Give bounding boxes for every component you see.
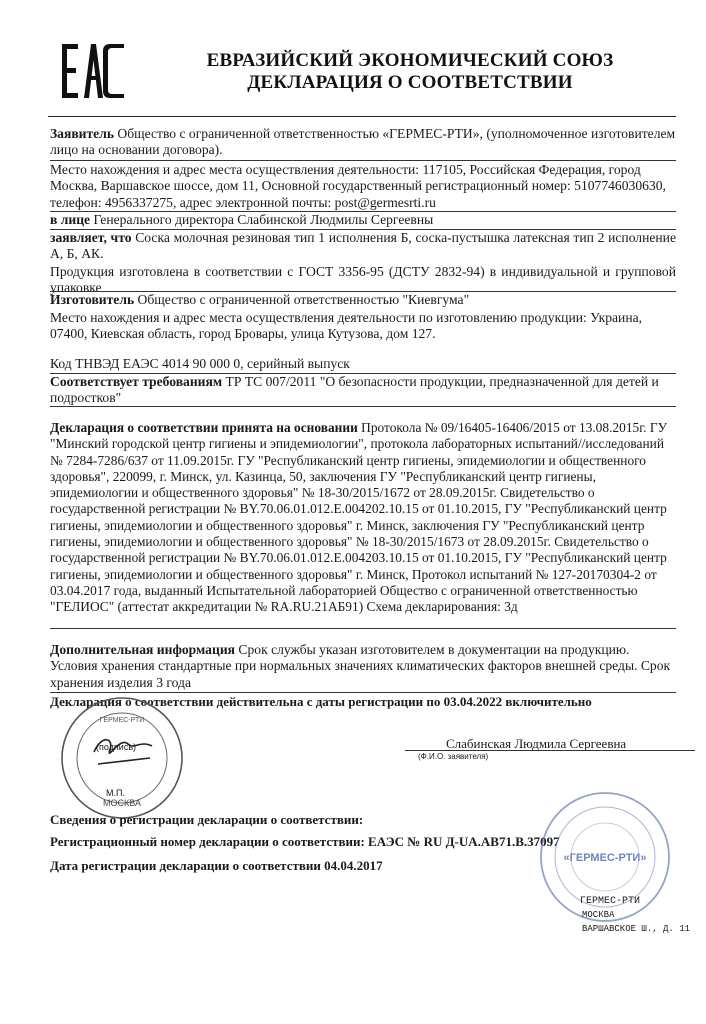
divider [50, 692, 676, 693]
additional-block [50, 642, 676, 691]
validity-text: Декларация о соответствии действительна с даты регистрации по 03.04.2022 включительно [50, 694, 592, 709]
seal-extra-1: ГЕРМЕС-РТИ [580, 896, 641, 907]
declares-block [50, 230, 676, 263]
represented-text: Генерального директора Слабинской Людмилы Сергеевны [90, 212, 434, 227]
union-title: ЕВРАЗИЙСКИЙ ЭКОНОМИЧЕСКИЙ СОЮЗ [206, 50, 614, 71]
registration-date: Дата регистрации декларации о соответствии 04.04.2017 [50, 858, 383, 873]
seal-extra-2: МОСКВА [582, 910, 615, 920]
additional-label: Дополнительная информация [50, 642, 236, 657]
applicant-text: Общество с ограниченной ответственностью «ГЕРМЕС-РТИ», (уполномоченное изготовителем лицо на основании договора). [50, 126, 676, 158]
applicant-block [50, 126, 676, 159]
header-divider [48, 116, 676, 117]
manufacturer-block [50, 292, 676, 308]
signer-line [405, 750, 695, 751]
manufacturer-address: Место нахождения и адрес места осуществления деятельности по изготовлению продукции: Украина, 07400, Киевская область, город Бровары, улица Кутузова, дом 127. [50, 310, 643, 342]
conforms-block [50, 374, 676, 407]
signer-name: Слабинская Людмила Сергеевна [446, 736, 627, 751]
basis-block [50, 420, 676, 616]
company-seal-left [58, 694, 186, 822]
registration-number: Регистрационный номер декларации о соответствии: ЕАЭС № RU Д-UA.AB71.B.37097 [50, 834, 560, 849]
represented-label: в лице [50, 212, 91, 227]
seal-ring-text: МОСКВА [103, 798, 141, 808]
seal-extra-3: ВАРШАВСКОЕ Ш., Д. 11 [582, 924, 691, 934]
declares-label: заявляет, что [50, 230, 132, 245]
declares-text: Соска молочная резиновая тип 1 исполнения Б, соска-пустышка латексная тип 2 исполнение А, Б, АК. [50, 230, 676, 262]
seal-right-center: «ГЕРМЕС-РТИ» [563, 852, 647, 864]
eac-logo [60, 42, 130, 100]
represented-by [50, 212, 676, 228]
additional-text: Срок службы указан изготовителем в документации на продукцию. Условия хранения стандартные при нормальных значениях климатических факторов внешней среды. Срок хранения изделия 3 года [50, 642, 671, 690]
divider [50, 628, 676, 629]
registration-heading: Сведения о регистрации декларации о соответствии: [50, 812, 364, 827]
basis-text: Протокола № 09/16405-16406/2015 от 13.08.2015г. ГУ "Минский городской центр гигиены и эпидемиологии", протокола лабораторных испытаний//исследований № 7284-7286/637 от 11.09.2015г. ГУ "Республиканский центр гигиены, эпидемиологии и общественного здоровья", 220099, г. Минск, ул. Казинца, 50, заключения ГУ "Республиканский центр гигиены, эпидемиологии и общественного здоровья" № 18-30/2015/1672 от 28.09.2015г. Свидетельство о государственной регистрации № BY.70.06.01.012.Е.004202.10.15 от 01.10.2015, ГУ "Республиканский центр гигиены, эпидемиологии и общественного здоровья" г. Минск, заключения ГУ "Республиканский центр гигиены, эпидемиологии и общественного здоровья" № 18-30/2015/1673 от 28.09.2015г. Свидетельство о государственной регистрации № BY.70.06.01.012.Е.004203.10.15 от 01.10.2015, ГУ "Республиканский центр гигиены, эпидемиологии и общественного здоровья" г. Минск, Протокол испытаний № 127-20170304-2 от 03.04.2017 года, выданный Испытательной лабораторией Общество с ограниченной ответственностью "ГЕЛИОС" (аттестат аккредитации № RA.RU.21АБ91) Схема декларирования: 3д [50, 420, 668, 615]
seal-caption: М.П. [106, 788, 125, 798]
produced-text: Продукция изготовлена в соответствии с ГОСТ 3356-95 (ДСТУ 2832-94) в индивидуальной и групповой упаковке [50, 264, 676, 296]
manufacturer-label: Изготовитель [50, 292, 135, 307]
signer-caption: (Ф.И.О. заявителя) [418, 752, 489, 761]
applicant-label: Заявитель [50, 126, 115, 141]
basis-label: Декларация о соответствии принята на основании [50, 420, 358, 435]
tnved-code: Код ТНВЭД ЕАЭС 4014 90 000 0, серийный выпуск [50, 356, 350, 371]
divider [50, 160, 676, 161]
signature-caption: (подпись) [96, 742, 137, 752]
applicant-address: Место нахождения и адрес места осуществления деятельности: 117105, Российская Федерация, город Москва, Варшавское шоссе, дом 11, Основной государственный регистрационный номер: 5107746030630, телефон: 4956337275, адрес электронной почты: post@germesrti.ru [50, 162, 666, 210]
manufacturer-text: Общество с ограниченной ответственностью "Киевгума" [134, 292, 470, 307]
seal-center-text: ГЕРМЕС-РТИ [99, 717, 145, 724]
conforms-label: Соответствует требованиям [50, 374, 223, 389]
conforms-text: ТР ТС 007/2011 "О безопасности продукции, предназначенной для детей и подростков" [50, 374, 659, 406]
document-title: ДЕКЛАРАЦИЯ О СООТВЕТСТВИИ [247, 72, 573, 93]
divider [50, 406, 676, 407]
